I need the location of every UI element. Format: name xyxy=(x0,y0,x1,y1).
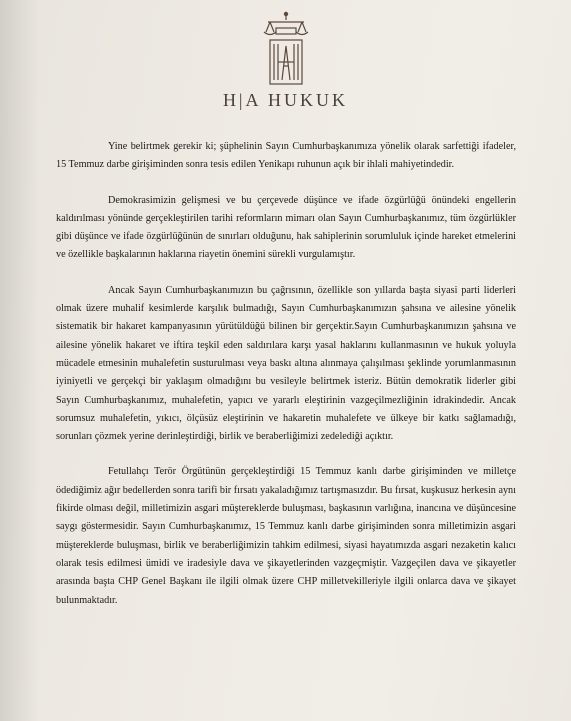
brand-name: H|A HUKUK xyxy=(222,90,349,110)
paragraph-2: Demokrasimizin gelişmesi ve bu çerçevede düşünce ve ifade özgürlüğü önündeki engellerin kaldırılması yönünde gerçekleştirilen tarihi reformların mimarı olan Sayın Cumhurbaşkanımız, tüm özgürlükler gibi düşünce ve ifade özgürlüğünün de sınırları olduğunu, hak sahiplerinin sorumluluk içinde hareket etmelerini ve özellikle başkalarının haklarına riayetin önemini sürekli vurgulamıştır. xyxy=(56,194,516,261)
paragraph-4: Fetullahçı Terör Örgütünün gerçekleştirdiği 15 Temmuz kanlı darbe girişiminden ve milletçe ödediğimiz ağır bedellerden sonra tarifi bir fırsatı yakaladığımız tartışmasızdır. Bu fırsat, kuşkusuz herkesin aynı fikirde olması değil, milletimizin asgari müştereklerde buluşması, başkasının varlığına, inancına ve düşüncesine saygı göstermesidir. Sayın Cumhurbaşkanımız, 15 Temmuz kanlı darbe girişiminden sonra milletimizin asgari müştereklerde buluşması, birlik ve beraberliğimizin tahkim edilmesi, siyasi hayatımızda asgari nezaketin kalıcı olarak tesis edilmesi ümidi ve iradesiyle dava ve şikayetlerinden vazgeçmiştir. Vazgeçilen dava ve şikayetler arasında başta CHP Genel Başkanı ile ilgili olmak üzere CHP milletvekilleriyle ilgili onlarca dava ve şikayet bulunmaktadır. xyxy=(56,466,516,606)
paragraph-1: Yine belirtmek gerekir ki; şüphelinin Sayın Cumhurbaşkanımıza yönelik olarak sarfettiği ifadeler, 15 Temmuz darbe girişiminden sonra tesis edilen Yenikapı ruhunun açık bir ihlali mahiyetindedir. xyxy=(56,141,516,171)
scales-of-justice-monogram-icon xyxy=(256,10,316,90)
document-body xyxy=(56,138,516,627)
paragraph-3: Ancak Sayın Cumhurbaşkanımızın bu çağrısının, özellikle son yıllarda başta siyasi parti liderleri olmak üzere muhalif kesimlerde karşılık bulmadığı, Sayın Cumhurbaşkanımızın şahsına ve ailesine yönelik sistematik bir hakaret kampanyasının yürütüldüğü bilinen bir gerçektir.Sayın Cumhurbaşkanımızın şahsına ve ailesine yönelik hakaret ve iftira teşkil eden saldırılara karşı yasal haklarını kullanmasının ve hukuk yoluyla mücadele etmesinin muhalefetin susturulması veya baskı altına alınmaya çalışılması şeklinde yorumlanmasının iyiniyetli ve gerçekçi bir yaklaşım olmadığını bu vesileyle belirtmek isteriz. Bütün demokratik liderler gibi Sayın Cumhurbaşkanımız, muhalefetin, yapıcı ve yararlı eleştirinin vazgeçilmezliğinin idrakindedir. Ancak sorumsuz muhalefetin, yıkıcı, ölçüsüz eleştirinin ve hakaretin muhalefete ve ülkeye bir katkı sağlamadığı, sorunları çözmek yerine derinleştirdiği, birlik ve beraberliğimizi zedelediği açıktır. xyxy=(56,284,516,443)
